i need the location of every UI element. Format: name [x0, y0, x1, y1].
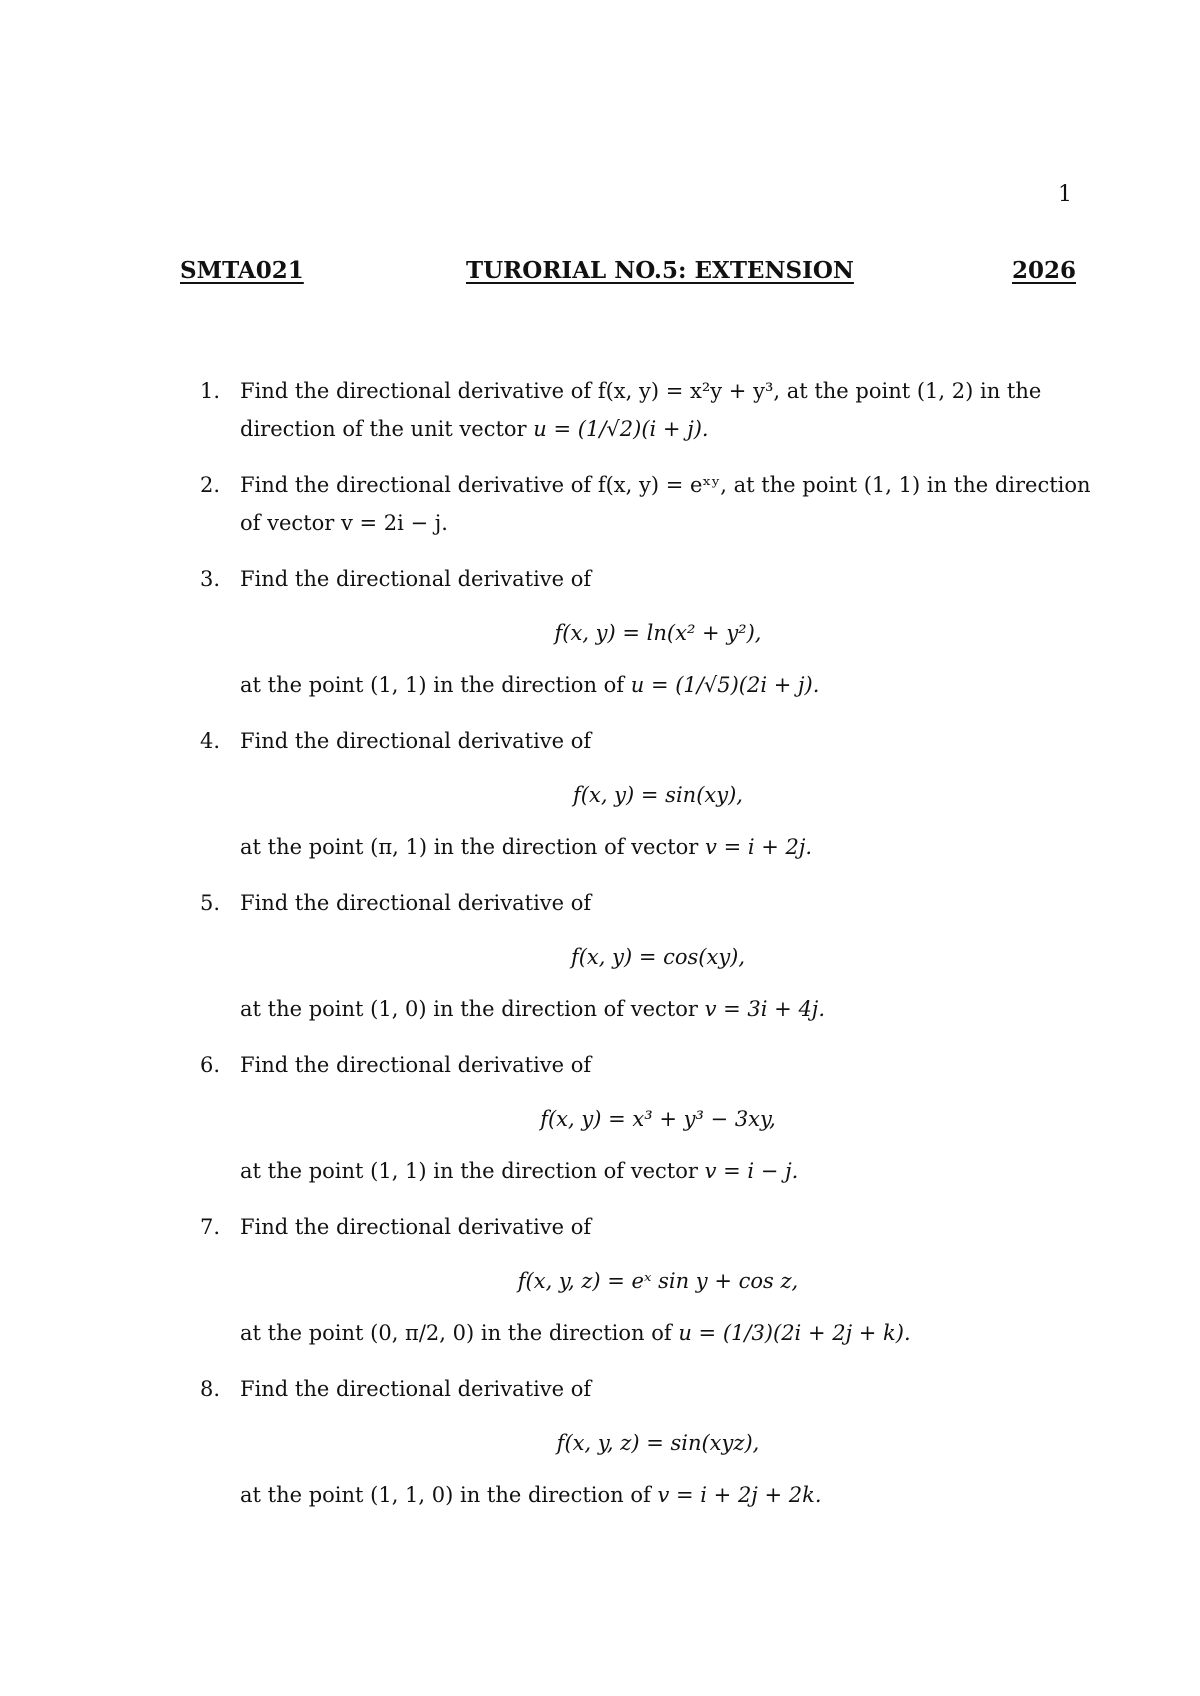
problem-number: 2.: [200, 473, 221, 497]
direction-vector: u = (1/3)(2i + 2j + k).: [678, 1321, 911, 1345]
point-text: at the point (1, 0) in the direction of vector: [240, 997, 698, 1021]
page-number: 1: [1058, 182, 1072, 207]
point-text: at the point (1, 1, 0) in the direction of: [240, 1483, 651, 1507]
problem-6: [200, 1046, 1076, 1190]
direction-vector: v = 3i + 4j.: [704, 997, 825, 1021]
problem-number: 1.: [200, 379, 221, 403]
problem-text: direction of the unit vector: [240, 417, 527, 441]
course-code: SMTA021: [180, 257, 304, 284]
direction-vector: v = i − j.: [704, 1159, 799, 1183]
year: 2026: [1011, 257, 1076, 284]
problem-intro: Find the directional derivative of: [240, 567, 592, 591]
problem-3: [200, 560, 1076, 704]
function-display: f(x, y) = sin(xy),: [573, 783, 743, 807]
problem-7: [200, 1208, 1076, 1352]
problem-5: [200, 884, 1076, 1028]
document-header: [180, 257, 1076, 291]
function-display: f(x, y) = cos(xy),: [570, 945, 746, 969]
problem-1: [200, 372, 1076, 448]
problem-intro: Find the directional derivative of: [240, 729, 592, 753]
problem-number: 6.: [200, 1053, 221, 1077]
problem-text: Find the directional derivative of f(x, y) = eˣʸ, at the point (1, 1) in the direction: [240, 473, 1091, 497]
problem-2: [200, 466, 1091, 542]
function-display: f(x, y, z) = sin(xyz),: [556, 1431, 760, 1455]
problem-intro: Find the directional derivative of: [240, 1053, 592, 1077]
problem-number: 7.: [200, 1215, 221, 1239]
problem-number: 3.: [200, 567, 221, 591]
problem-intro: Find the directional derivative of: [240, 1215, 592, 1239]
function-display: f(x, y) = ln(x² + y²),: [554, 621, 762, 645]
problem-number: 4.: [200, 729, 221, 753]
direction-vector: u = (1/√5)(2i + j).: [630, 673, 820, 697]
problem-number: 5.: [200, 891, 221, 915]
problem-intro: Find the directional derivative of: [240, 891, 592, 915]
function-display: f(x, y) = x³ + y³ − 3xy,: [540, 1107, 776, 1131]
problem-intro: Find the directional derivative of: [240, 1377, 592, 1401]
tutorial-title: TURORIAL NO.5: EXTENSION: [466, 257, 854, 284]
point-text: at the point (π, 1) in the direction of vector: [240, 835, 699, 859]
problem-8: [200, 1370, 1076, 1514]
point-text: at the point (0, π/2, 0) in the direction of: [240, 1321, 672, 1345]
point-text: at the point (1, 1) in the direction of vector: [240, 1159, 698, 1183]
direction-vector: v = i + 2j.: [705, 835, 813, 859]
problem-list: [200, 372, 1091, 1532]
direction-vector: v = i + 2j + 2k.: [657, 1483, 822, 1507]
problem-4: [200, 722, 1076, 866]
point-text: at the point (1, 1) in the direction of: [240, 673, 625, 697]
problem-number: 8.: [200, 1377, 221, 1401]
problem-text: Find the directional derivative of f(x, y) = x²y + y³, at the point (1, 2) in the: [240, 379, 1042, 403]
function-display: f(x, y, z) = eˣ sin y + cos z,: [517, 1269, 799, 1293]
direction-vector: u = (1/√2)(i + j).: [533, 417, 709, 441]
problem-text: of vector v = 2i − j.: [240, 511, 448, 535]
